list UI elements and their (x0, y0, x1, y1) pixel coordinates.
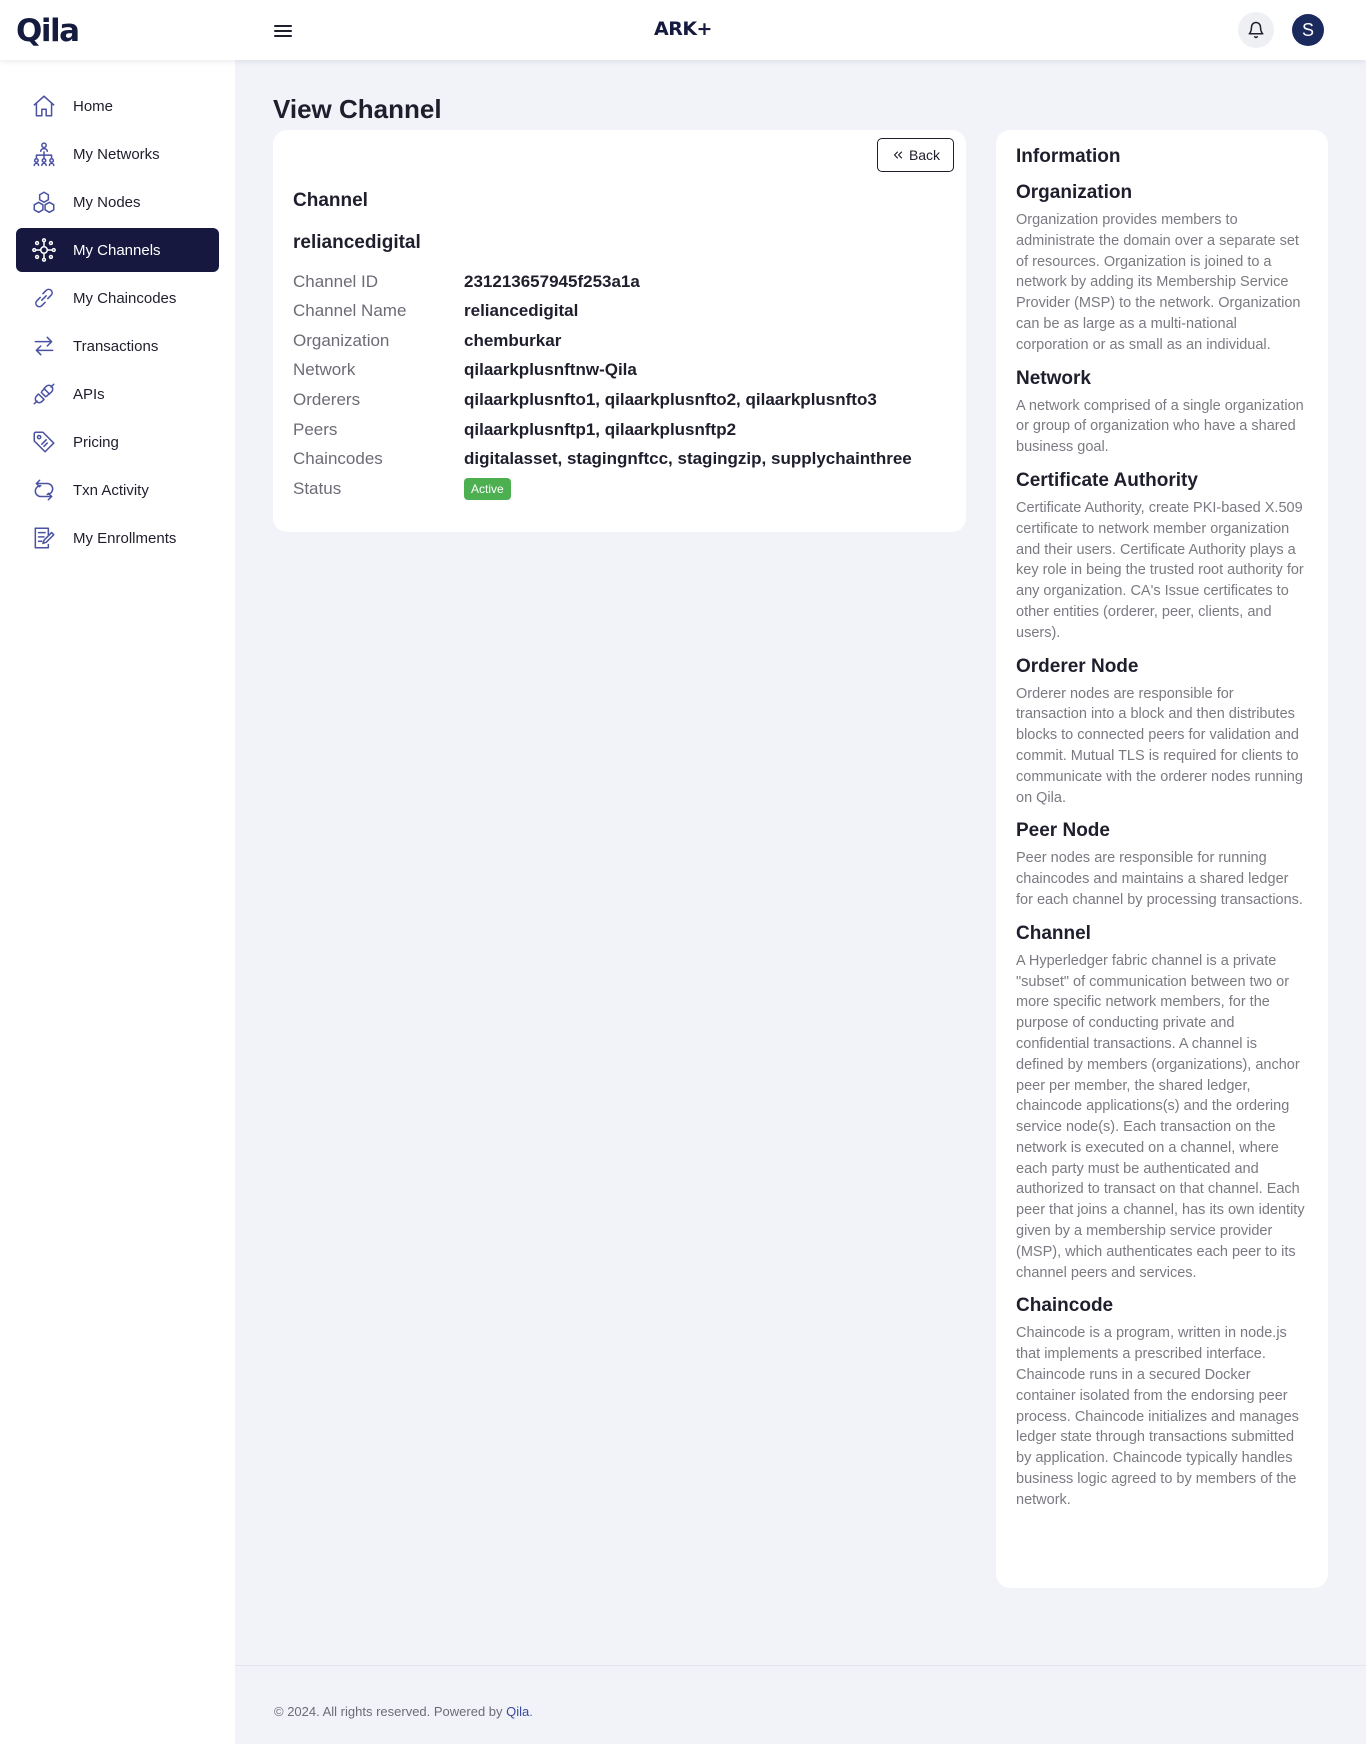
info-heading-channel: Channel (1016, 922, 1091, 944)
channels-icon (30, 236, 58, 264)
sidebar-item-label: APIs (73, 385, 105, 403)
sidebar-item-my-networks[interactable] (16, 132, 219, 176)
detail-row-organization (293, 329, 943, 353)
detail-value: digitalasset, stagingnftcc, stagingzip, supplychainthree (464, 449, 912, 468)
detail-value: qilaarkplusnfto1, qilaarkplusnfto2, qilaarkplusnfto3 (464, 390, 877, 409)
transfer-arrows-icon (30, 332, 58, 360)
back-button-label: Back (908, 147, 941, 163)
information-panel (996, 130, 1328, 1588)
sidebar-item-my-nodes[interactable] (16, 180, 219, 224)
info-heading-chaincode: Chaincode (1016, 1295, 1114, 1317)
detail-value: reliancedigital (464, 301, 579, 320)
sidebar-item-my-chaincodes[interactable] (16, 276, 219, 320)
sidebar-item-label: My Nodes (73, 193, 141, 211)
info-heading-orderer-node: Orderer Node (1016, 655, 1139, 677)
sidebar-item-pricing[interactable] (16, 420, 219, 464)
info-panel-title: Information (1016, 146, 1121, 167)
info-text-orderer-node: Orderer nodes are responsible for transaction into a block and then distributes blocks to connected peers for validation and commit. Mutual TLS is required for clients to communicate with the orderer nodes running on Qila. (1016, 685, 1303, 806)
sidebar-item-label: My Chaincodes (73, 289, 177, 307)
sidebar-item-label: My Channels (73, 241, 161, 259)
sidebar-item-txn-activity[interactable] (16, 468, 219, 512)
home-icon (30, 92, 58, 120)
detail-row-chaincodes (293, 447, 943, 471)
detail-row-orderers (293, 388, 943, 412)
detail-row-channel-name (293, 299, 943, 323)
sidebar-item-home[interactable] (16, 84, 219, 128)
footer-copyright (274, 1704, 533, 1719)
footer-suffix: . (529, 1704, 533, 1719)
info-text-channel: A Hyperledger fabric channel is a private "subset" of communication between two or more specific network members, for the purpose of conducting private and confidential transactions. A channel is defined by members (organizations), anchor peer per member, the shared ledger, chaincode applications(s) and the ordering service node(s). Each transaction on the network is executed on a channel, where each party must be authenticated and authorized to transact on that channel. Each peer that joins a channel, has its own identity given by a membership service provider (MSP), which authenticates each peer to its channel peers and services. (1016, 952, 1305, 1281)
info-text-organization: Organization provides members to administrate the domain over a separate set of resources. Organization is joined to a network by adding its Membership Service Provider (MSP) to the network. Organization can be as large as a multi-national corporation or as small as an individual. (1016, 212, 1301, 353)
detail-row-network (293, 358, 943, 382)
chain-link-icon (30, 284, 58, 312)
detail-row-peers (293, 418, 943, 442)
notification-bell-icon[interactable] (1238, 12, 1274, 48)
detail-value: qilaarkplusnftp1, qilaarkplusnftp2 (464, 420, 737, 439)
info-heading-network: Network (1016, 367, 1091, 389)
double-chevron-left-icon (891, 148, 905, 162)
qila-logo[interactable]: Qila (16, 13, 79, 49)
detail-label: Orderers (293, 390, 361, 409)
user-avatar[interactable]: S (1292, 14, 1324, 46)
info-heading-organization: Organization (1016, 182, 1133, 203)
footer-copyright-text: © 2024. All rights reserved. Powered by (274, 1704, 507, 1719)
top-header (0, 0, 1366, 60)
detail-row-channel-id (293, 270, 943, 294)
hamburger-menu-icon[interactable] (270, 18, 296, 44)
network-icon (30, 140, 58, 168)
detail-label: Network (293, 360, 356, 379)
info-heading-certificate-authority: Certificate Authority (1016, 469, 1198, 491)
footer (235, 1665, 1366, 1744)
channel-details-card (273, 130, 966, 532)
detail-label: Channel Name (293, 301, 407, 320)
sidebar-item-label: Pricing (73, 433, 119, 451)
sidebar (0, 60, 235, 1744)
nodes-icon (30, 188, 58, 216)
card-heading: Channel (293, 190, 368, 211)
detail-label: Peers (293, 420, 338, 439)
info-text-chaincode: Chaincode is a program, written in node.js that implements a prescribed interface. Chaincode runs in a secured Docker container isolated from the endorsing peer process. Chaincode initializes and manages ledger state through transactions submitted by application. Chaincode typically handles business logic agreed to by members of the network. (1016, 1325, 1299, 1508)
back-button[interactable] (877, 138, 954, 172)
sidebar-item-label: Txn Activity (73, 481, 149, 499)
footer-qila-link[interactable]: Qila (506, 1704, 530, 1719)
info-text-peer-node: Peer nodes are responsible for running chaincodes and maintains a shared ledger for each channel by processing transactions. (1016, 850, 1303, 908)
sidebar-item-apis[interactable] (16, 372, 219, 416)
page-title: View Channel (273, 94, 442, 124)
info-heading-peer-node: Peer Node (1016, 820, 1110, 842)
sidebar-item-label: Home (73, 97, 114, 115)
detail-row-status (293, 477, 943, 501)
channel-name-heading: reliancedigital (293, 232, 421, 253)
plug-icon (30, 380, 58, 408)
detail-value: chemburkar (464, 331, 562, 350)
sidebar-item-my-enrollments[interactable] (16, 516, 219, 560)
detail-value: qilaarkplusnftnw-Qila (464, 360, 637, 379)
info-text-network: A network comprised of a single organization or group of organization who have a shared business goal. (1016, 397, 1304, 456)
ark-plus-brand: ARK+ (654, 18, 712, 40)
detail-label: Channel ID (293, 272, 379, 291)
sidebar-nav (16, 84, 219, 564)
activity-arrows-icon (30, 476, 58, 504)
sidebar-item-transactions[interactable] (16, 324, 219, 368)
sidebar-item-label: My Networks (73, 145, 160, 163)
detail-label: Chaincodes (293, 449, 383, 468)
enrollment-icon (30, 524, 58, 552)
detail-label: Status (293, 479, 342, 498)
price-tag-icon (30, 428, 58, 456)
detail-value: 231213657945f253a1a (464, 272, 640, 291)
detail-label: Organization (293, 331, 390, 350)
info-text-certificate-authority: Certificate Authority, create PKI-based X.509 certificate to network member organization and their users. Certificate Authority plays a key role in being the trusted root authority for any organization. CA's Issue certificates to other entities (orderer, peer, clients, and users). (1016, 499, 1304, 641)
sidebar-item-label: Transactions (73, 337, 159, 355)
sidebar-item-label: My Enrollments (73, 529, 177, 547)
sidebar-item-my-channels[interactable] (16, 228, 219, 272)
status-badge: Active (464, 478, 511, 500)
